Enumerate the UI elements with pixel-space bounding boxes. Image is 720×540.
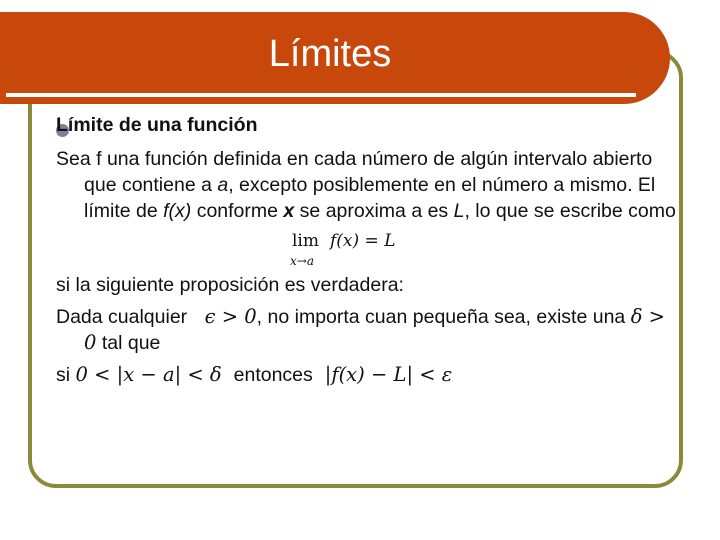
slide-title: Límites	[268, 33, 392, 75]
text-run: conforme	[191, 200, 284, 222]
epsilon-condition: ϵ > 0	[204, 305, 257, 328]
epsilon-inequality: |f(x) − L| < ε	[324, 363, 453, 386]
text-run: , no importa cuan pequeña sea, existe una	[256, 306, 631, 328]
variable-x: x	[283, 200, 295, 222]
limit-formula	[56, 230, 676, 270]
text-run: Dada cualquier	[56, 306, 193, 328]
text-run: , lo que se escribe como	[464, 200, 676, 222]
text-run: se aproxima a es	[294, 200, 454, 222]
text-run: si	[56, 364, 76, 386]
slide-content	[56, 112, 676, 394]
section-heading: Límite de una función	[56, 114, 258, 136]
implication-paragraph	[56, 362, 676, 388]
delta-inequality: 0 < |x − a| < δ	[75, 363, 222, 386]
delta-condition: δ > 0	[84, 305, 665, 354]
epsilon-paragraph	[56, 304, 676, 356]
definition-paragraph	[56, 146, 676, 224]
function-fx: f(x)	[163, 200, 192, 222]
text-run: Sea f una función definida en cada número de algún intervalo abierto que contiene a	[56, 148, 653, 196]
lim-expression: f(x) = L	[330, 231, 396, 251]
proposition-paragraph: si la siguiente proposición es verdadera:	[56, 274, 404, 296]
text-run: tal que	[96, 332, 161, 354]
title-underline	[6, 93, 636, 97]
lim-subscript: x→a	[290, 254, 314, 268]
text-run: , excepto posiblemente en el número a mismo. El límite de	[84, 174, 656, 222]
text-run: entonces	[233, 364, 313, 386]
variable-a: a	[217, 174, 229, 196]
variable-L: L	[453, 200, 465, 222]
lim-operator: lim	[292, 231, 319, 251]
